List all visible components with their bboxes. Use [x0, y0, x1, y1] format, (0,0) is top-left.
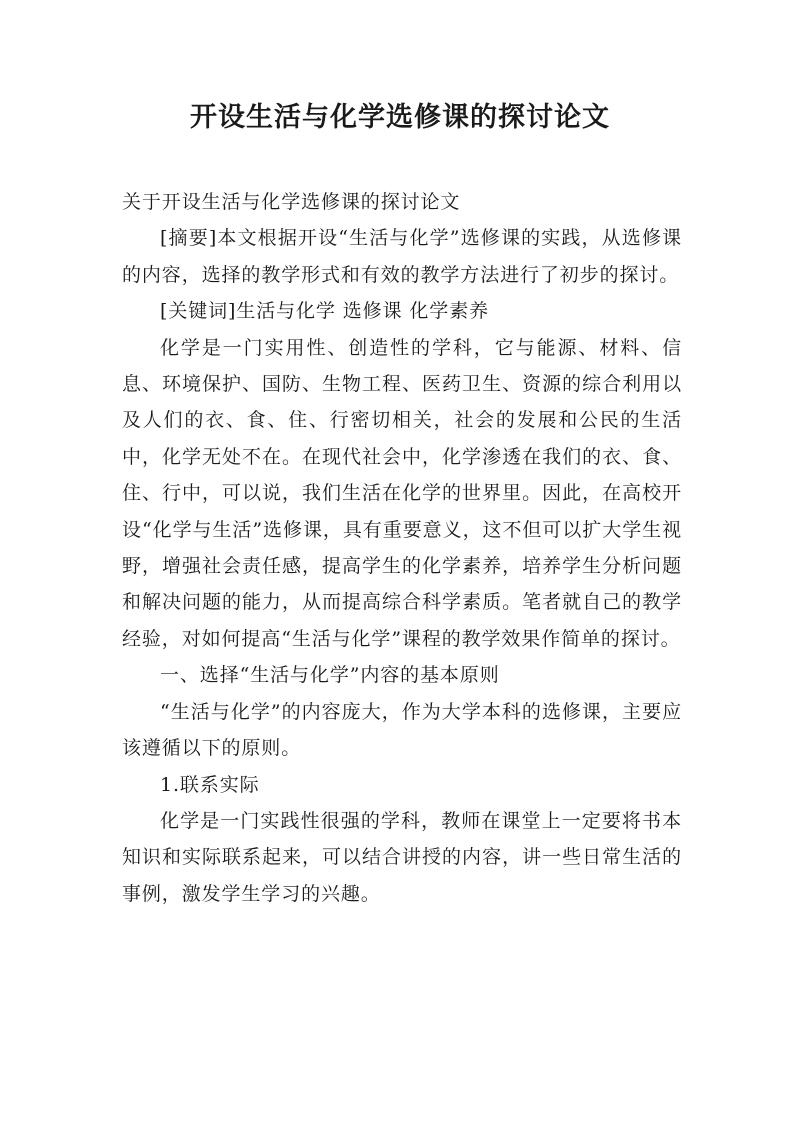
intro-paragraph: 化学是一门实用性、创造性的学科，它与能源、材料、信息、环境保护、国防、生物工程、医药卫生、资源的综合利用以及人们的衣、食、住、行密切相关，社会的发展和公民的生活中，化学无处不在。在现代社会中，化学渗透在我们的衣、食、住、行中，可以说，我们生活在化学的世界里。因此，在高校开设“化学与生活”选修课，具有重要意义，这不但可以扩大学生视野，增强社会责任感，提高学生的化学素养，培养学生分析问题和解决问题的能力，从而提高综合科学素质。笔者就自己的教学经验，对如何提高“生活与化学”课程的教学效果作简单的探讨。 — [122, 336, 682, 650]
subsection-heading: 1.联系实际 — [160, 773, 260, 796]
subsection-paragraph: 化学是一门实践性很强的学科，教师在课堂上一定要将书本知识和实际联系起来，可以结合讲授的内容，讲一些日常生活的事例，激发学生学习的兴趣。 — [122, 809, 682, 905]
document-body — [122, 184, 682, 912]
document-subtitle: 关于开设生活与化学选修课的探讨论文 — [122, 191, 461, 213]
section-paragraph: “生活与化学”的内容庞大，作为大学本科的选修课，主要应该遵循以下的原则。 — [122, 700, 682, 760]
keywords-paragraph: [关键词]生活与化学 选修课 化学素养 — [160, 300, 490, 323]
document-title: 开设生活与化学选修课的探讨论文 — [190, 102, 610, 133]
abstract-paragraph: [摘要]本文根据开设“生活与化学”选修课的实践，从选修课的内容，选择的教学形式和有效的教学方法进行了初步的探讨。 — [122, 227, 682, 286]
section-heading: 一、选择“生活与化学”内容的基本原则 — [160, 664, 500, 687]
